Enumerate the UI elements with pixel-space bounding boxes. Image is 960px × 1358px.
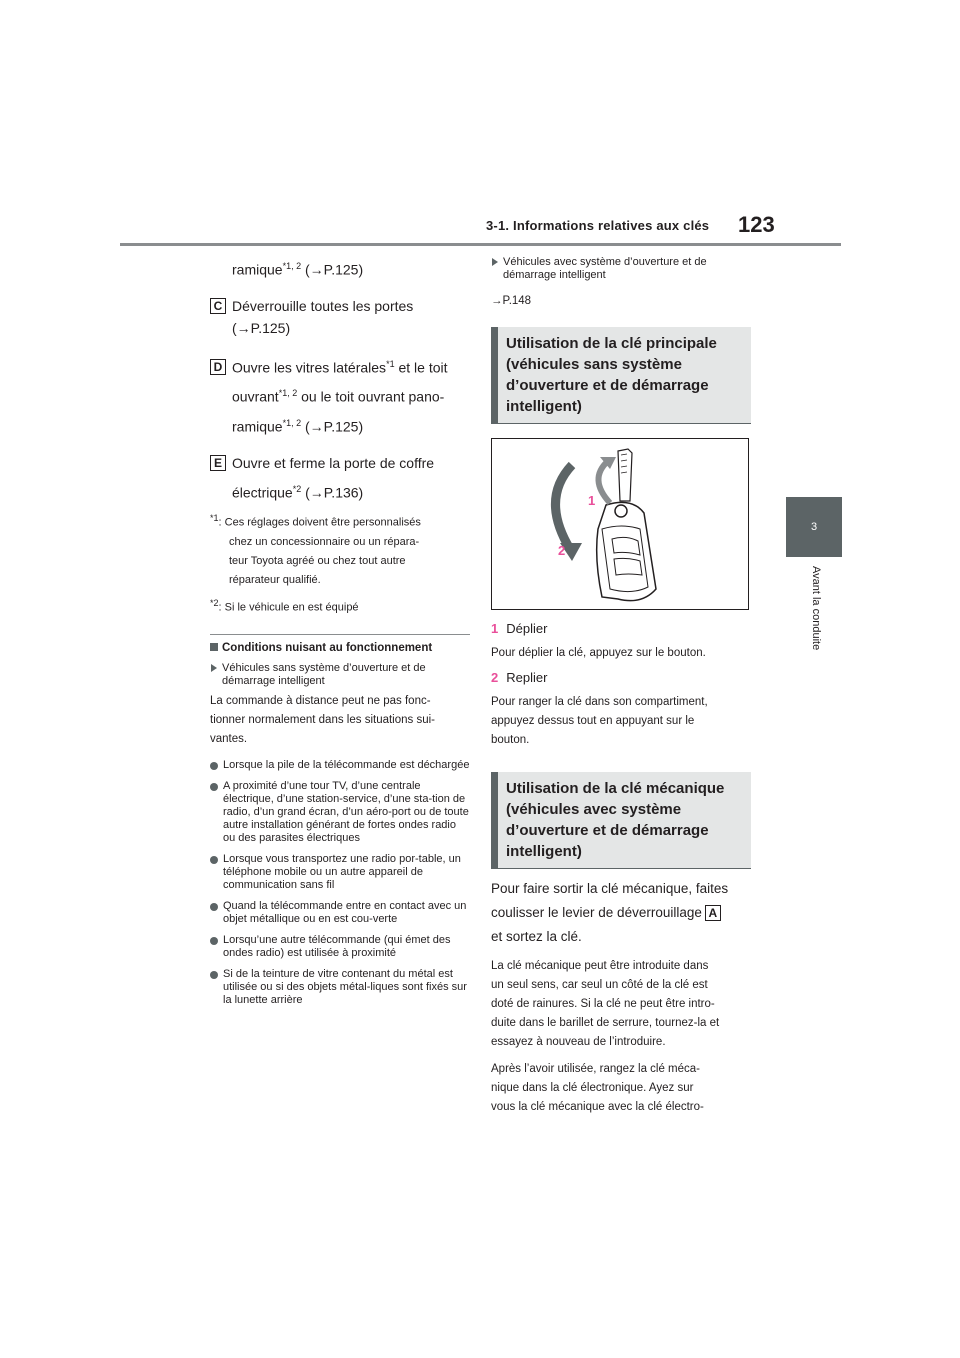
step-1-text: Pour déplier la clé, appuyez sur le bouton.: [491, 647, 706, 659]
text: électrique: [232, 484, 293, 501]
chapter-tab[interactable]: 3: [786, 497, 842, 557]
item-d: [210, 353, 470, 379]
header-rule: [120, 243, 841, 246]
callout-a-marker: A: [705, 905, 721, 921]
text-with-marker: [491, 901, 751, 925]
text: chez un concessionnaire ou un répara-: [229, 535, 420, 548]
divider: [210, 634, 470, 635]
text: duite dans le barillet de serrure, tournez-la et: [491, 1017, 720, 1029]
list-item: Lorsqu’une autre télécommande (qui émet des ondes radio) est utilisée à proximité: [210, 934, 470, 960]
text: Pour ranger la clé dans son compartiment,: [491, 696, 708, 708]
item-e-line2: [210, 478, 470, 504]
text: La commande à distance peut ne pas fonc-: [210, 694, 431, 707]
list-item: Lorsque la pile de la télécommande est déchargée: [210, 759, 470, 772]
text: La clé mécanique peut être introduite dans: [491, 960, 709, 972]
conditions-heading: [210, 641, 470, 656]
chapter-title: Avant la conduite: [810, 566, 822, 651]
text: doté de rainures. Si la clé ne peut être intro-: [491, 998, 715, 1010]
text: ouvrant: [232, 388, 279, 405]
text: un seul sens, car seul un côté de la clé est: [491, 979, 708, 991]
left-column: [210, 255, 470, 1007]
text: Après l’avoir utilisée, rangez la clé méca-: [491, 1063, 701, 1075]
callout-e-marker: E: [210, 455, 226, 471]
callout-c-marker: C: [210, 298, 226, 314]
text: coulisser le levier de déverrouillage: [491, 905, 702, 920]
page-number: 123: [738, 212, 775, 237]
unlock-button-icon: [614, 558, 642, 575]
footnote-ref: *1, 2: [278, 388, 298, 399]
footnote-mark: *1: [210, 513, 219, 524]
text: nique dans la clé électronique. Ayez sur: [491, 1082, 694, 1094]
item-d-line2: [210, 382, 470, 408]
section-heading-mechanical-key: Utilisation de la clé mécanique (véhicules avec système d’ouverture et de démarrage intelligent): [491, 772, 751, 869]
text: : Si le véhicule en est équipé: [218, 601, 359, 614]
key-figure: [491, 438, 749, 610]
step-1: [491, 620, 751, 638]
text: (→P.125): [301, 418, 364, 435]
text: ou le toit ouvrant pano-: [297, 388, 445, 405]
step-number: 1: [491, 621, 499, 636]
key-blade: [618, 449, 632, 501]
folding-key-illustration: [492, 439, 748, 609]
item-c-text: Déverrouille toutes les portes: [232, 297, 414, 314]
text: teur Toyota agréé ou chez tout autre: [229, 554, 406, 567]
section-heading-main-key: Utilisation de la clé principale (véhicules sans système d’ouverture et de démarrage intelligent): [491, 327, 751, 424]
callout-d-marker: D: [210, 359, 226, 375]
page-ref: (→P.125): [301, 261, 364, 278]
text: essayez à nouveau de l’introduire.: [491, 1036, 666, 1048]
text: tionner normalement dans les situations sui-: [210, 713, 436, 726]
text: vantes.: [210, 732, 248, 745]
footnote-mark: *2: [210, 597, 219, 608]
right-column: [491, 256, 751, 1117]
step-title: Replier: [506, 670, 548, 685]
text: ramique: [232, 261, 283, 278]
footnote-ref: *1, 2: [282, 261, 302, 271]
release-button: [615, 505, 627, 517]
footnote-ref: *1: [386, 358, 395, 369]
item-d-line3: [210, 412, 470, 438]
text: et sortez la clé.: [491, 929, 582, 944]
step-title: Déplier: [506, 621, 548, 636]
text: bouton.: [491, 734, 530, 746]
square-icon: [210, 643, 218, 651]
text: Ouvre les vitres latérales: [232, 359, 387, 376]
step-2: [491, 669, 751, 687]
text: et le toit: [394, 359, 448, 376]
text: ramique: [232, 418, 283, 435]
text: appuyez dessus tout en appuyant sur le: [491, 715, 695, 727]
page-ref: (→P.136): [301, 484, 364, 501]
list-item: Lorsque vous transportez une radio por-table, un téléphone mobile ou un autre appareil de communication sans fil: [210, 853, 470, 892]
text: Conditions nuisant au fonctionnement: [222, 641, 433, 654]
text: Pour faire sortir la clé mécanique, faites: [491, 881, 729, 896]
text: réparateur qualifié.: [229, 573, 321, 586]
item-c: [210, 295, 470, 317]
text: : Ces réglages doivent être personnalisés: [218, 516, 421, 529]
section-title: 3-1. Informations relatives aux clés: [486, 218, 710, 233]
page-ref: →P.148: [491, 295, 532, 307]
footnote-ref: *2: [292, 483, 302, 494]
smart-key-subhead: Véhicules avec système d’ouverture et de démarrage intelligent: [491, 256, 751, 282]
conditions-subhead: Véhicules sans système d’ouverture et de démarrage intelligent: [210, 662, 470, 688]
list-item: Si de la teinture de vitre contenant du métal est utilisée ou si des objets métal-liques sont fixés sur la lunette arrière: [210, 968, 470, 1007]
figure-label-2: 2: [558, 543, 566, 558]
footnote-2: [210, 594, 470, 618]
item-b-continued: [210, 255, 470, 281]
list-item: A proximité d’une tour TV, d’une centrale électrique, d’une station-service, d’une sta-tion de radio, d’un grand écran, d’un aéro-port ou de toute autre installation générant de fortes ondes radio ou des parasites électriques: [210, 780, 470, 845]
figure-label-1: 1: [588, 493, 596, 508]
list-item: Quand la télécommande entre en contact avec un objet métallique ou en est cou-verte: [210, 900, 470, 926]
footnote-ref: *1, 2: [282, 417, 302, 428]
step-number: 2: [491, 670, 499, 685]
item-c-ref: (→P.125): [232, 319, 291, 336]
item-e: [210, 452, 470, 474]
item-e-text: Ouvre et ferme la porte de coffre: [232, 454, 435, 471]
lock-button-icon: [612, 537, 640, 555]
text: vous la clé mécanique avec la clé électro-: [491, 1101, 704, 1113]
footnote-1: [210, 509, 470, 590]
